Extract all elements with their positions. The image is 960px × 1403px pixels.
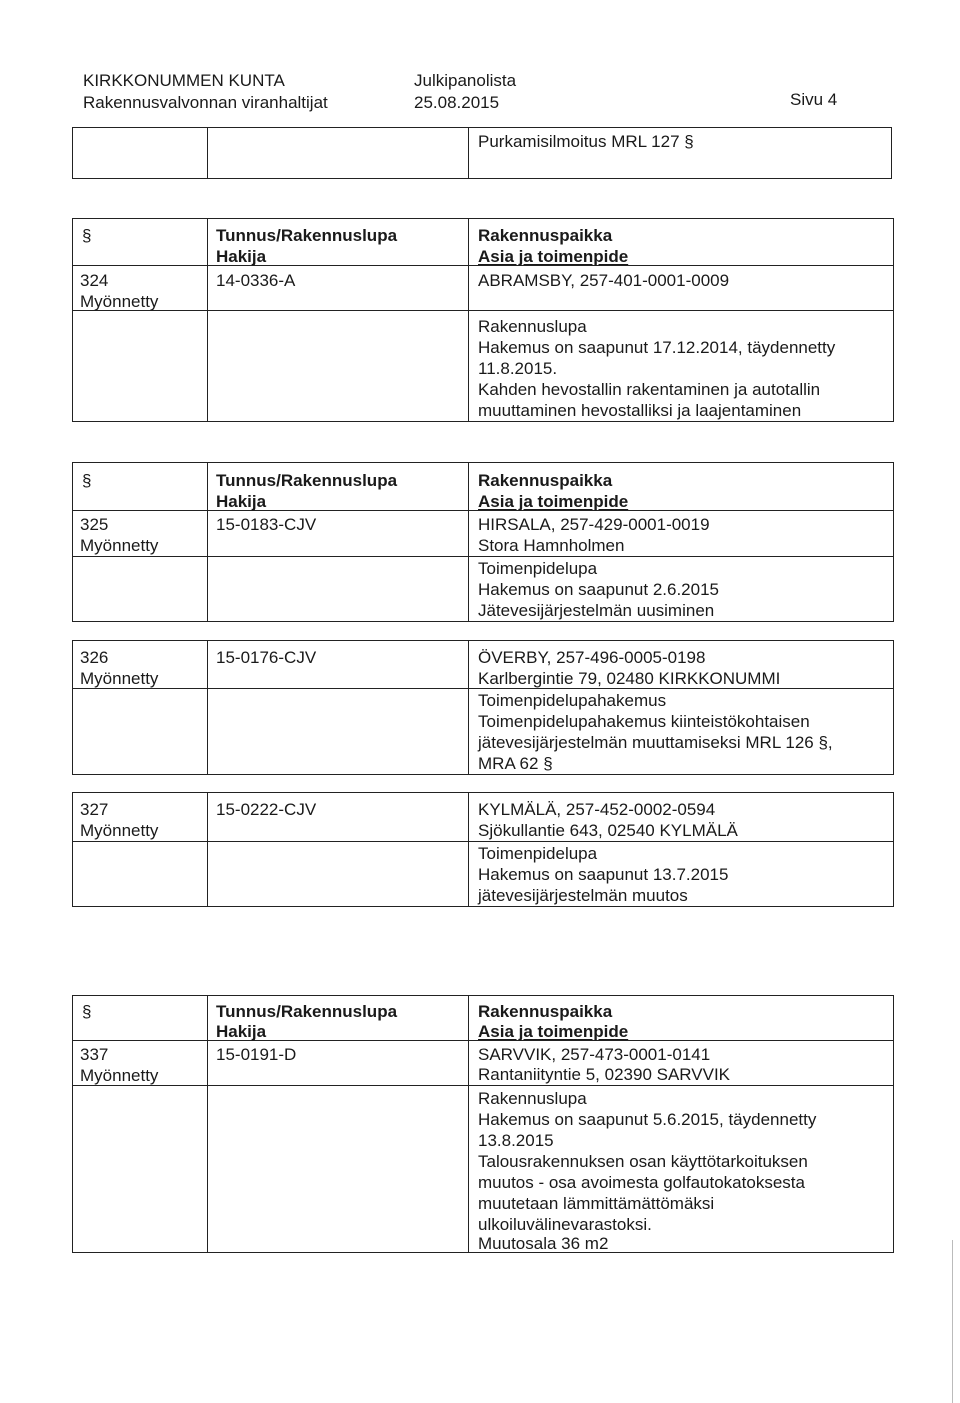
entry-location: HIRSALA, 257-429-0001-0019	[478, 515, 710, 534]
header-asia: Asia ja toimenpide	[478, 492, 629, 511]
entry-status: Myönnetty	[80, 292, 159, 311]
entry-tunnus: 15-0183-CJV	[216, 515, 317, 534]
entry-number: 337	[80, 1045, 109, 1064]
section-sign: §	[82, 471, 92, 490]
entry-number: 324	[80, 271, 109, 290]
entry-line: Jätevesijärjestelmän uusiminen	[478, 601, 715, 620]
header-hakija: Hakija	[216, 492, 267, 511]
entry-status: Myönnetty	[80, 821, 159, 840]
entry-location: ÖVERBY, 257-496-0005-0198	[478, 648, 706, 667]
entry-line: Muutosala 36 m2	[478, 1234, 609, 1253]
entry-number: 327	[80, 800, 109, 819]
entry-line: Talousrakennuksen osan käyttötarkoituksen	[478, 1152, 808, 1171]
section-sign: §	[82, 1002, 92, 1021]
entry-line: Toimenpidelupa	[478, 844, 598, 863]
entry-line: Toimenpidelupa	[478, 559, 598, 578]
entry-status: Myönnetty	[80, 669, 159, 688]
entry-line: ulkoiluvälinevarastoksi.	[478, 1215, 652, 1234]
header-rakennuspaikka: Rakennuspaikka	[478, 1002, 613, 1021]
entry-line: jätevesijärjestelmän muutos	[478, 886, 688, 905]
entry-line: Hakemus on saapunut 2.6.2015	[478, 580, 720, 599]
demolition-notice-text: Purkamisilmoitus MRL 127 §	[478, 132, 694, 151]
entry-line: jätevesijärjestelmän muuttamiseksi MRL 126 §,	[478, 733, 833, 752]
entry-line: MRA 62 §	[478, 754, 553, 773]
entry-location: KYLMÄLÄ, 257-452-0002-0594	[478, 800, 716, 819]
entry-location: ABRAMSBY, 257-401-0001-0009	[478, 271, 730, 290]
entry-tunnus: 15-0191-D	[216, 1045, 297, 1064]
entry-tunnus: 14-0336-A	[216, 271, 296, 290]
header-rakennuspaikka: Rakennuspaikka	[478, 471, 613, 490]
entry-line: 13.8.2015	[478, 1131, 554, 1150]
list-name: Julkipanolista	[414, 71, 517, 90]
entry-location: SARVVIK, 257-473-0001-0141	[478, 1045, 711, 1064]
entry-line: muutetaan lämmittämättömäksi	[478, 1194, 715, 1213]
entry-tunnus: 15-0222-CJV	[216, 800, 317, 819]
header-tunnus: Tunnus/Rakennuslupa	[216, 471, 398, 490]
header-asia: Asia ja toimenpide	[478, 1022, 629, 1041]
header-hakija: Hakija	[216, 247, 267, 266]
entry-address: Karlbergintie 79, 02480 KIRKKONUMMI	[478, 669, 781, 688]
list-date: 25.08.2015	[414, 93, 500, 112]
entry-line: Rakennuslupa	[478, 317, 587, 336]
entry-line: Hakemus on saapunut 17.12.2014, täydennetty	[478, 338, 836, 357]
entry-line: Kahden hevostallin rakentaminen ja autotallin	[478, 380, 821, 399]
entry-line: Hakemus on saapunut 5.6.2015, täydennetty	[478, 1110, 817, 1129]
scan-edge	[952, 1240, 953, 1403]
entry-line: Toimenpidelupahakemus	[478, 691, 667, 710]
header-asia: Asia ja toimenpide	[478, 247, 629, 266]
entry-address: Stora Hamnholmen	[478, 536, 625, 555]
entry-status: Myönnetty	[80, 1066, 159, 1085]
entry-address: Rantaniityntie 5, 02390 SARVVIK	[478, 1065, 731, 1084]
header-hakija: Hakija	[216, 1022, 267, 1041]
entry-number: 325	[80, 515, 109, 534]
entry-line: Hakemus on saapunut 13.7.2015	[478, 865, 729, 884]
entry-line: muuttaminen hevostalliksi ja laajentaminen	[478, 401, 802, 420]
entry-line: 11.8.2015.	[478, 359, 558, 378]
entry-line: Rakennuslupa	[478, 1089, 587, 1108]
entry-address: Sjökullantie 643, 02540 KYLMÄLÄ	[478, 821, 738, 840]
entry-line: Toimenpidelupahakemus kiinteistökohtaisen	[478, 712, 810, 731]
entry-line: muutos - osa avoimesta golfautokatoksesta	[478, 1173, 805, 1192]
header-tunnus: Tunnus/Rakennuslupa	[216, 1002, 398, 1021]
entry-tunnus: 15-0176-CJV	[216, 648, 317, 667]
unit-name: Rakennusvalvonnan viranhaltijat	[83, 93, 328, 112]
header-rakennuspaikka: Rakennuspaikka	[478, 226, 613, 245]
header-tunnus: Tunnus/Rakennuslupa	[216, 226, 398, 245]
page-number: Sivu 4	[790, 90, 838, 109]
entry-status: Myönnetty	[80, 536, 159, 555]
org-name: KIRKKONUMMEN KUNTA	[83, 71, 285, 90]
entry-number: 326	[80, 648, 109, 667]
section-sign: §	[82, 226, 92, 245]
